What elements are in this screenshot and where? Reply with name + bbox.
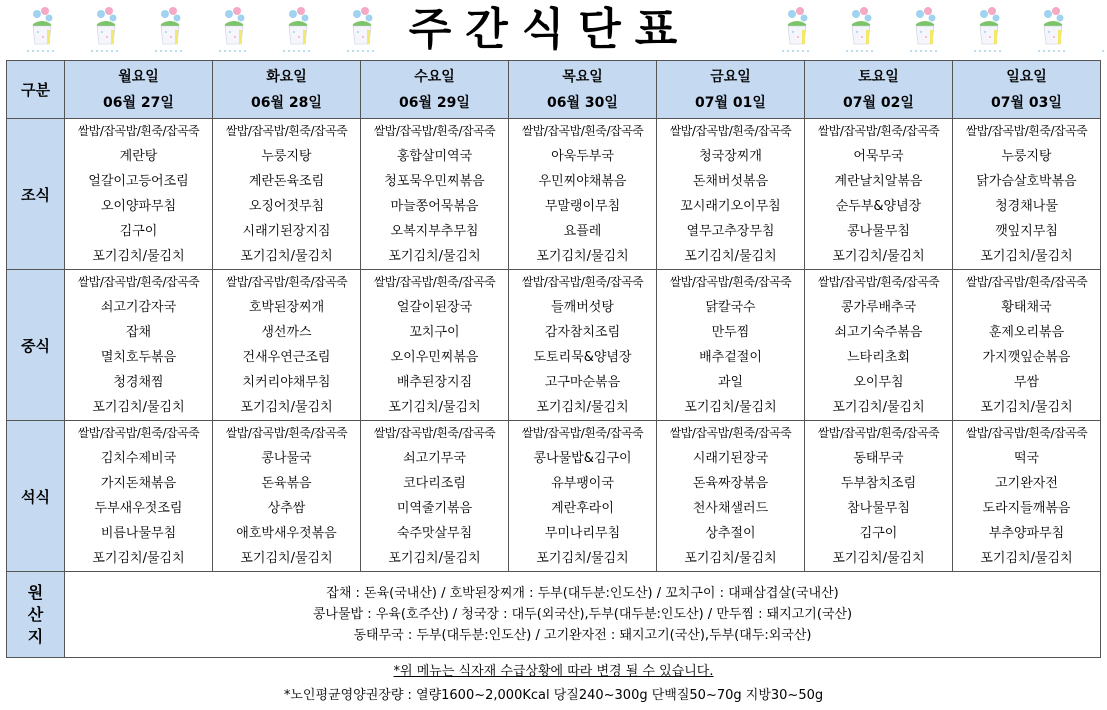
menu-cell <box>361 270 509 421</box>
menu-item: 콩나물밥&김구이 <box>533 451 632 466</box>
menu-item: 콩나물무침 <box>847 224 910 239</box>
menu-item: 오이양파무침 <box>100 199 177 214</box>
origin-label-char: 원 <box>27 582 44 602</box>
menu-cell <box>509 421 657 572</box>
menu-item: 쌀밥/잡곡밥/흰죽/잡곡죽 <box>669 275 792 289</box>
menu-item: 청포묵우민찌볶음 <box>384 174 485 189</box>
day-name: 화요일 <box>266 68 307 85</box>
meal-row <box>7 421 1101 572</box>
day-date: 06월 27일 <box>103 94 174 111</box>
meal-label: 조식 <box>7 119 65 270</box>
menu-item: 쌀밥/잡곡밥/흰죽/잡곡죽 <box>521 124 644 138</box>
flower-pot-icon <box>829 6 893 58</box>
menu-item: 쌀밥/잡곡밥/흰죽/잡곡죽 <box>965 124 1088 138</box>
flower-pot-row-left <box>10 6 394 58</box>
menu-item: 건새우연근조림 <box>242 350 331 365</box>
origin-label <box>7 572 65 658</box>
menu-item: 비름나물무침 <box>100 526 177 541</box>
menu-cell <box>509 270 657 421</box>
menu-item: 멸치호두볶음 <box>100 350 177 365</box>
flower-pot-icon <box>957 6 1021 58</box>
menu-item: 김치수제비국 <box>100 451 177 466</box>
menu-cell <box>65 119 213 270</box>
menu-item: 고구마순볶음 <box>544 375 621 390</box>
menu-item: 천사채샐러드 <box>692 501 769 516</box>
menu-item: 깻잎지무침 <box>995 224 1058 239</box>
menu-item: 포기김치/물김치 <box>684 551 777 566</box>
menu-cell <box>65 270 213 421</box>
menu-item: 꼬치구이 <box>409 325 460 340</box>
menu-item: 포기김치/물김치 <box>832 249 925 264</box>
menu-item: 김구이 <box>119 224 158 239</box>
menu-item: 호박된장찌개 <box>248 300 325 315</box>
menu-item: 포기김치/물김치 <box>388 249 481 264</box>
menu-item: 포기김치/물김치 <box>536 551 629 566</box>
menu-item: 콩가루배추국 <box>840 300 917 315</box>
menu-item: 미역줄기볶음 <box>396 501 473 516</box>
menu-item: 포기김치/물김치 <box>832 551 925 566</box>
menu-item: 포기김치/물김치 <box>92 551 185 566</box>
menu-item: 쌀밥/잡곡밥/흰죽/잡곡죽 <box>77 426 200 440</box>
menu-item: 청경채찜 <box>113 375 164 390</box>
menu-item: 오징어젓무침 <box>248 199 325 214</box>
menu-item: 오이우민찌볶음 <box>390 350 479 365</box>
category-header: 구분 <box>7 61 65 119</box>
flower-pot-icon <box>1085 6 1107 58</box>
meal-plan-table <box>6 60 1101 658</box>
flower-pot-icon <box>138 6 202 58</box>
menu-item: 쌀밥/잡곡밥/흰죽/잡곡죽 <box>817 275 940 289</box>
menu-item: 시래기된장국 <box>692 451 769 466</box>
menu-item: 숙주맛살무침 <box>396 526 473 541</box>
origin-line: 콩나물밥 : 우육(호주산) / 청국장 : 대두(외국산),두부(대두분:인도산) / 만두찜 : 돼지고기(국산) <box>312 607 853 622</box>
origin-row <box>7 572 1101 658</box>
menu-item: 두부새우젓조림 <box>94 501 183 516</box>
menu-cell <box>65 421 213 572</box>
day-name: 금요일 <box>710 68 751 85</box>
day-name: 목요일 <box>562 68 603 85</box>
menu-item: 무미나리무침 <box>544 526 621 541</box>
menu-cell <box>657 270 805 421</box>
menu-item: 코다리조림 <box>403 476 466 491</box>
origin-label-char: 지 <box>27 626 44 646</box>
menu-cell <box>805 270 953 421</box>
menu-item: 과일 <box>717 375 744 390</box>
flower-pot-icon <box>266 6 330 58</box>
menu-item: 만두찜 <box>711 325 750 340</box>
menu-item: 황태채국 <box>1001 300 1052 315</box>
menu-item: 오이무침 <box>853 375 904 390</box>
nutrition-note: *노인평균영양권장량 : 열량1600~2,000Kcal 당질240~300g 단백질50~70g 지방30~50g <box>283 688 824 703</box>
origin-line: 잡채 : 돈육(국내산) / 호박된장찌개 : 두부(대두분:인도산) / 꼬치구이 : 대패삼겹살(국내산) <box>326 586 839 601</box>
menu-cell <box>213 270 361 421</box>
menu-item: 포기김치/물김치 <box>536 400 629 415</box>
page-title: 주간식단표 <box>408 4 692 55</box>
menu-item: 돈육볶음 <box>261 476 312 491</box>
menu-item: 홍합살미역국 <box>396 149 473 164</box>
menu-item: 포기김치/물김치 <box>980 551 1073 566</box>
menu-item: 포기김치/물김치 <box>684 400 777 415</box>
menu-item: 얼갈이된장국 <box>396 300 473 315</box>
menu-item: 쌀밥/잡곡밥/흰죽/잡곡죽 <box>373 426 496 440</box>
menu-item: 포기김치/물김치 <box>240 249 333 264</box>
menu-item: 쌀밥/잡곡밥/흰죽/잡곡죽 <box>965 426 1088 440</box>
menu-item: 쌀밥/잡곡밥/흰죽/잡곡죽 <box>669 124 792 138</box>
menu-item: 포기김치/물김치 <box>92 400 185 415</box>
menu-cell <box>509 119 657 270</box>
day-date: 07월 01일 <box>695 94 766 111</box>
menu-item: 오복지부추무침 <box>390 224 479 239</box>
menu-item: 누룽지탕 <box>261 149 312 164</box>
day-date: 07월 02일 <box>843 94 914 111</box>
menu-item: 돈육짜장볶음 <box>692 476 769 491</box>
menu-item: 청경채나물 <box>995 199 1058 214</box>
menu-item: 쌀밥/잡곡밥/흰죽/잡곡죽 <box>77 275 200 289</box>
menu-item: 무쌈 <box>1013 375 1040 390</box>
menu-item: 돈채버섯볶음 <box>692 174 769 189</box>
day-date: 06월 30일 <box>547 94 618 111</box>
day-name: 토요일 <box>858 68 899 85</box>
menu-cell <box>361 119 509 270</box>
menu-cell <box>657 119 805 270</box>
menu-item: 잡채 <box>125 325 152 340</box>
menu-cell <box>805 421 953 572</box>
flower-pot-icon <box>1021 6 1085 58</box>
menu-item: 계란후라이 <box>551 501 614 516</box>
meal-label: 석식 <box>7 421 65 572</box>
day-header <box>509 61 657 119</box>
menu-item: 도토리묵&양념장 <box>533 350 632 365</box>
menu-item: 포기김치/물김치 <box>536 249 629 264</box>
menu-item: 떡국 <box>1013 451 1040 466</box>
menu-item: 감자참치조림 <box>544 325 621 340</box>
menu-item: 배추겉절이 <box>699 350 762 365</box>
menu-item: 훈제오리볶음 <box>988 325 1065 340</box>
menu-item: 얼갈이고등어조림 <box>88 174 189 189</box>
menu-item: 청국장찌개 <box>699 149 762 164</box>
origin-line: 동태무국 : 두부(대두분:인도산) / 고기완자전 : 돼지고기(국산),두부(대두:외국산) <box>353 628 812 643</box>
menu-item: 쌀밥/잡곡밥/흰죽/잡곡죽 <box>225 124 348 138</box>
day-name: 일요일 <box>1006 68 1047 85</box>
menu-item: 치커리야채무침 <box>242 375 331 390</box>
menu-item: 쌀밥/잡곡밥/흰죽/잡곡죽 <box>373 124 496 138</box>
menu-item: 포기김치/물김치 <box>980 400 1073 415</box>
menu-cell <box>953 421 1101 572</box>
menu-item: 포기김치/물김치 <box>388 551 481 566</box>
menu-item: 무말랭이무침 <box>544 199 621 214</box>
menu-cell <box>953 119 1101 270</box>
menu-item: 쇠고기무국 <box>403 451 466 466</box>
flower-pot-icon <box>330 6 394 58</box>
menu-item: 고기완자전 <box>995 476 1058 491</box>
flower-pot-icon <box>10 6 74 58</box>
menu-item: 포기김치/물김치 <box>832 400 925 415</box>
day-name: 월요일 <box>118 68 159 85</box>
menu-item: 쇠고기숙주볶음 <box>834 325 923 340</box>
menu-item: 쌀밥/잡곡밥/흰죽/잡곡죽 <box>817 124 940 138</box>
menu-item: 애호박새우젓볶음 <box>236 526 337 541</box>
day-header <box>213 61 361 119</box>
menu-item: 포기김치/물김치 <box>388 400 481 415</box>
change-notice: *위 메뉴는 식자재 수급상황에 따라 변경 될 수 있습니다. <box>393 664 714 679</box>
menu-item: 콩나물국 <box>261 451 312 466</box>
menu-cell <box>213 421 361 572</box>
menu-item: 포기김치/물김치 <box>684 249 777 264</box>
menu-item: 쌀밥/잡곡밥/흰죽/잡곡죽 <box>521 275 644 289</box>
day-name: 수요일 <box>414 68 455 85</box>
origin-label-char: 산 <box>27 604 44 624</box>
menu-item: 계란돈육조림 <box>248 174 325 189</box>
menu-cell <box>953 270 1101 421</box>
menu-item: 참나물무침 <box>847 501 910 516</box>
menu-item: 유부팽이국 <box>551 476 614 491</box>
menu-item: 부추양파무침 <box>988 526 1065 541</box>
meal-row <box>7 270 1101 421</box>
menu-item: 포기김치/물김치 <box>92 249 185 264</box>
origin-text <box>65 572 1101 658</box>
day-date: 06월 29일 <box>399 94 470 111</box>
menu-item: 계란날치알볶음 <box>834 174 923 189</box>
menu-item: 도라지들깨볶음 <box>982 501 1071 516</box>
flower-pot-icon <box>74 6 138 58</box>
menu-item: 가지돈채볶음 <box>100 476 177 491</box>
menu-item: 닭가슴살호박볶음 <box>976 174 1077 189</box>
menu-item: 쌀밥/잡곡밥/흰죽/잡곡죽 <box>965 275 1088 289</box>
menu-item: 마늘쫑어묵볶음 <box>390 199 479 214</box>
menu-item: 생선까스 <box>261 325 312 340</box>
meal-label: 중식 <box>7 270 65 421</box>
menu-cell <box>361 421 509 572</box>
menu-item: 포기김치/물김치 <box>240 551 333 566</box>
menu-item: 느타리초회 <box>847 350 910 365</box>
menu-cell <box>805 119 953 270</box>
menu-item: 순두부&양념장 <box>835 199 922 214</box>
menu-item: 쌀밥/잡곡밥/흰죽/잡곡죽 <box>817 426 940 440</box>
day-date: 07월 03일 <box>991 94 1062 111</box>
menu-item: 쌀밥/잡곡밥/흰죽/잡곡죽 <box>669 426 792 440</box>
day-header <box>65 61 213 119</box>
day-date: 06월 28일 <box>251 94 322 111</box>
menu-item: 어묵무국 <box>853 149 904 164</box>
day-header <box>657 61 805 119</box>
menu-item: 시래기된장지짐 <box>242 224 331 239</box>
header-row <box>7 61 1101 119</box>
day-header <box>953 61 1101 119</box>
menu-item: 요플레 <box>563 224 602 239</box>
menu-cell <box>657 421 805 572</box>
menu-item: 쌀밥/잡곡밥/흰죽/잡곡죽 <box>77 124 200 138</box>
day-header <box>361 61 509 119</box>
menu-item: 쌀밥/잡곡밥/흰죽/잡곡죽 <box>373 275 496 289</box>
menu-item: 김구이 <box>859 526 898 541</box>
day-header <box>805 61 953 119</box>
menu-item: 두부참치조림 <box>840 476 917 491</box>
menu-item: 상추쌈 <box>267 501 306 516</box>
menu-item: 상추절이 <box>705 526 756 541</box>
menu-item: 계란탕 <box>119 149 158 164</box>
menu-item: 쇠고기감자국 <box>100 300 177 315</box>
menu-item: 우민찌야채볶음 <box>538 174 627 189</box>
menu-item: 아욱두부국 <box>551 149 614 164</box>
menu-item: 쌀밥/잡곡밥/흰죽/잡곡죽 <box>521 426 644 440</box>
menu-item: 포기김치/물김치 <box>980 249 1073 264</box>
menu-item: 동태무국 <box>853 451 904 466</box>
menu-item: 닭칼국수 <box>705 300 756 315</box>
menu-item: 가지깻잎순볶음 <box>982 350 1071 365</box>
flower-pot-icon <box>765 6 829 58</box>
flower-pot-icon <box>893 6 957 58</box>
menu-cell <box>213 119 361 270</box>
meal-row <box>7 119 1101 270</box>
menu-item: 열무고추장무침 <box>686 224 775 239</box>
menu-item: 꼬시래기오이무침 <box>680 199 781 214</box>
menu-item: 쌀밥/잡곡밥/흰죽/잡곡죽 <box>225 426 348 440</box>
flower-pot-icon <box>202 6 266 58</box>
menu-item: 포기김치/물김치 <box>240 400 333 415</box>
flower-pot-row-right <box>765 6 1107 58</box>
menu-item: 쌀밥/잡곡밥/흰죽/잡곡죽 <box>225 275 348 289</box>
menu-item: 누룽지탕 <box>1001 149 1052 164</box>
banner <box>0 0 1107 60</box>
menu-item: 들깨버섯탕 <box>551 300 614 315</box>
menu-item: 배추된장지짐 <box>396 375 473 390</box>
